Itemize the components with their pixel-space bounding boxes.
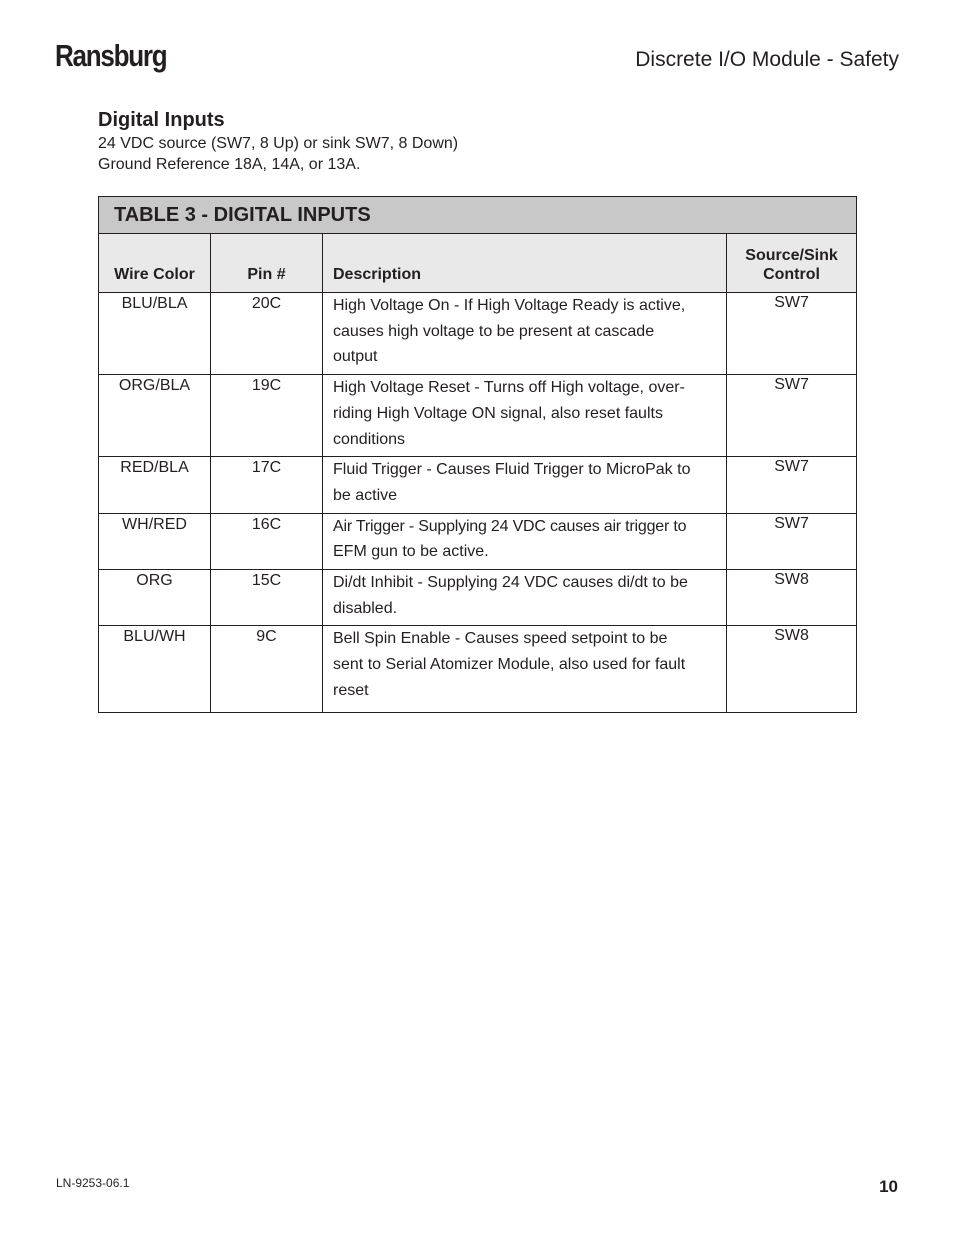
description-cell (323, 513, 727, 569)
table-header-row (99, 234, 857, 293)
control-cell: SW7 (727, 375, 857, 457)
control-cell: SW7 (727, 293, 857, 375)
pin-cell: 16C (211, 513, 323, 569)
digital-inputs-table (98, 196, 857, 713)
description-line: Air Trigger - Supplying 24 VDC causes air trigger to (333, 517, 687, 535)
control-cell: SW8 (727, 570, 857, 626)
description-line: reset (333, 681, 369, 699)
table-row (99, 375, 857, 457)
description-cell (323, 626, 727, 713)
table-row (99, 626, 857, 713)
description-cell (323, 375, 727, 457)
description-line: disabled. (333, 599, 398, 617)
wire-color-cell: ORG/BLA (99, 375, 211, 457)
description-line: be active (333, 486, 398, 504)
table-row (99, 457, 857, 513)
wire-color-cell: ORG (99, 570, 211, 626)
section-title: Digital Inputs (98, 109, 225, 131)
description-line: conditions (333, 430, 406, 448)
pin-cell: 17C (211, 457, 323, 513)
control-cell: SW7 (727, 457, 857, 513)
brand-logo: Ransburg (55, 38, 167, 73)
description-line: causes high voltage to be present at cascade (333, 322, 655, 340)
header-title: Discrete I/O Module - Safety (635, 48, 899, 71)
description-line: output (333, 348, 378, 366)
page-number: 10 (879, 1177, 898, 1196)
control-cell: SW7 (727, 513, 857, 569)
description-line: Bell Spin Enable - Causes speed setpoint to be (333, 630, 668, 648)
description-line: High Voltage Reset - Turns off High voltage, over- (333, 379, 685, 397)
pin-cell: 15C (211, 570, 323, 626)
column-header-source-sink-control: Source/Sink Control (727, 234, 857, 293)
description-line: riding High Voltage ON signal, also reset faults (333, 404, 663, 422)
pin-cell: 19C (211, 375, 323, 457)
section-intro (98, 133, 458, 175)
table-row (99, 293, 857, 375)
table-caption: TABLE 3 - DIGITAL INPUTS (99, 197, 857, 234)
description-cell (323, 293, 727, 375)
table-row (99, 570, 857, 626)
description-line: Di/dt Inhibit - Supplying 24 VDC causes di/dt to be (333, 574, 688, 592)
table-row (99, 513, 857, 569)
intro-line: 24 VDC source (SW7, 8 Up) or sink SW7, 8 Down) (98, 135, 459, 152)
description-line: EFM gun to be active. (333, 543, 489, 561)
wire-color-cell: BLU/WH (99, 626, 211, 713)
description-cell (323, 457, 727, 513)
pin-cell: 9C (211, 626, 323, 713)
pin-cell: 20C (211, 293, 323, 375)
document-number: LN-9253-06.1 (56, 1176, 130, 1190)
intro-line: Ground Reference 18A, 14A, or 13A. (98, 156, 361, 173)
column-header-description: Description (323, 234, 727, 293)
description-line: Fluid Trigger - Causes Fluid Trigger to MicroPak to (333, 461, 691, 479)
wire-color-cell: WH/RED (99, 513, 211, 569)
column-header-wire-color: Wire Color (99, 234, 211, 293)
wire-color-cell: BLU/BLA (99, 293, 211, 375)
control-cell: SW8 (727, 626, 857, 713)
description-line: sent to Serial Atomizer Module, also used for fault (333, 656, 686, 674)
description-line: High Voltage On - If High Voltage Ready is active, (333, 297, 686, 314)
wire-color-cell: RED/BLA (99, 457, 211, 513)
description-cell (323, 570, 727, 626)
column-header-pin: Pin # (211, 234, 323, 293)
